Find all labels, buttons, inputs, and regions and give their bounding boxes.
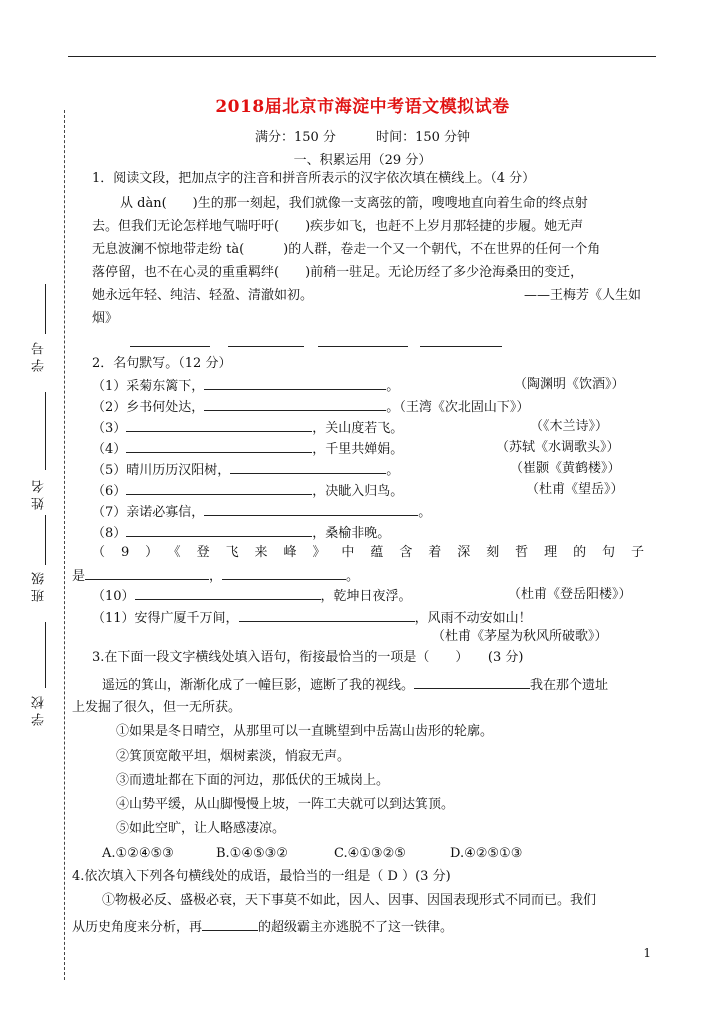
- q3-option-3: ③而遗址都在下面的河边，那低伏的王城岗上。: [116, 773, 390, 788]
- q1-answer-blank-4[interactable]: [420, 346, 502, 347]
- q4-line-2: 从历史角度来分析，再 的超级霸主亦逃脱不了这一铁律。: [72, 916, 453, 938]
- q1-citation-end: 烟》: [92, 311, 119, 326]
- q1-line-5: 她永远年轻、纯洁、轻盈、清澈如初。: [92, 288, 314, 303]
- q2-source-4: （苏轼《水调歌头》）: [496, 440, 620, 455]
- q1-line-2: 去。但我们无论怎样地气喘吁吁( )疾步如飞，也赶不上岁月那轻捷的步履。她无声: [92, 219, 584, 234]
- q2-blank[interactable]: [85, 565, 209, 580]
- class-field: [30, 568, 52, 602]
- q2-blank[interactable]: [204, 501, 418, 516]
- page-title: 2018届北京市海淀中考语文模拟试卷: [215, 97, 510, 117]
- q3-option-4: ④山势平缓，从山脚慢慢上坡，一阵工夫就可以到达箕顶。: [116, 797, 455, 812]
- class-blank[interactable]: [45, 515, 46, 565]
- q2-item-7: （7）亲诺必寡信， 。: [92, 501, 431, 523]
- q2-blank[interactable]: [126, 522, 312, 537]
- section-heading: 一、积累运用（29 分）: [293, 153, 432, 168]
- q3-passage-line-2: 上发掘了很久，但一无所获。: [72, 700, 242, 715]
- q2-source-6: （杜甫《望岳》）: [526, 482, 624, 497]
- q2-item-3: （3） ，关山度若飞。: [92, 417, 403, 439]
- q2-item-2: （2）乡书何处达， 。（王湾《次北固山下》）: [92, 396, 529, 418]
- q2-source-3: （《木兰诗》）: [530, 419, 609, 434]
- student-number-field: [30, 338, 52, 372]
- q3-choice-b[interactable]: B.①④⑤③②: [216, 846, 288, 861]
- q2-item-9: （9）《登飞来峰》中蕴含着深刻哲理的句子: [92, 545, 644, 560]
- q1-answer-blank-3[interactable]: [318, 346, 408, 347]
- q2-blank[interactable]: [126, 438, 312, 453]
- q2-source-5: （崔颢《黄鹤楼》）: [510, 461, 621, 476]
- student-number-label: 学号: [32, 338, 47, 372]
- q3-choice-c[interactable]: C.④①③②⑤: [334, 846, 406, 861]
- q1-line-4: 落停留，也不在心灵的重重羁绊( )前稍一驻足。无论历经了多少沧海桑田的变迁，: [92, 265, 584, 280]
- q2-item-1: （1）采菊东篱下， 。: [92, 375, 399, 397]
- q2-source-10: （杜甫《登岳阳楼》）: [508, 587, 632, 602]
- q3-passage-line-1: 遥远的箕山，渐渐化成了一幢巨影，遮断了我的视线。 我在那个遗址: [102, 674, 608, 696]
- q2-blank[interactable]: [204, 396, 386, 411]
- school-label: 学校: [32, 692, 47, 726]
- q2-item-9-answer: 是 ， 。: [72, 565, 359, 587]
- student-number-blank[interactable]: [45, 284, 46, 334]
- class-label: 班级: [32, 568, 47, 602]
- q2-source-1: （陶渊明《饮酒》）: [514, 377, 625, 392]
- q3-choice-a[interactable]: A.①②④⑤③: [102, 846, 174, 861]
- school-field: [30, 692, 52, 726]
- q2-item-8: （8） ，桑榆非晚。: [92, 522, 390, 544]
- q1-answer-blank-2[interactable]: [228, 346, 304, 347]
- time-limit: 时间：150 分钟: [376, 130, 471, 145]
- q2-blank[interactable]: [222, 565, 346, 580]
- header-rule: [68, 56, 656, 57]
- q2-item-6: （6） ，决眦入归鸟。: [92, 480, 403, 502]
- exam-meta: [0, 126, 725, 145]
- q1-prompt: 1．阅读文段，把加点字的注音和拼音所表示的汉字依次填在横线上。（4 分）: [92, 171, 536, 186]
- page-number: 1: [643, 946, 651, 960]
- q4-blank[interactable]: [202, 916, 258, 931]
- name-field: [30, 476, 52, 510]
- q2-blank[interactable]: [135, 585, 321, 600]
- full-score: 满分：150 分: [254, 130, 336, 145]
- q4-line-1: ①物极必反、盛极必衰，天下事莫不如此，因人、因事、因国表现形式不同而已。我们: [102, 893, 597, 908]
- q2-blank[interactable]: [126, 480, 312, 495]
- q3-choice-d[interactable]: D.④②⑤①③: [450, 846, 523, 861]
- q2-prompt: 2．名句默写。（12 分）: [92, 356, 232, 371]
- q3-prompt: 3.在下面一段文字横线处填入语句，衔接最恰当的一项是（ ） (3 分): [92, 650, 524, 665]
- q2-item-11: （11）安得广厦千万间， ，风雨不动安如山！: [92, 607, 532, 629]
- q1-line-1: 从 dàn( )生的那一刻起，我们就像一支离弦的箭，嗖嗖地直向着生命的终点射: [120, 196, 588, 211]
- q3-option-5: ⑤如此空旷，让人略感凄凉。: [116, 821, 286, 836]
- q1-answer-blank-1[interactable]: [130, 346, 210, 347]
- q2-blank[interactable]: [126, 417, 312, 432]
- name-blank[interactable]: [45, 392, 46, 470]
- school-blank[interactable]: [45, 622, 46, 688]
- name-label: 姓名: [32, 476, 47, 510]
- q3-option-1: ①如果是冬日晴空，从那里可以一直眺望到中岳嵩山齿形的轮廓。: [116, 724, 494, 739]
- q2-blank[interactable]: [239, 607, 415, 622]
- binding-dashed-line: [64, 110, 65, 980]
- q2-item-10: （10） ，乾坤日夜浮。: [92, 585, 412, 607]
- q2-blank[interactable]: [204, 375, 386, 390]
- q3-blank[interactable]: [414, 674, 530, 689]
- q2-item-5: （5）晴川历历汉阳树， 。: [92, 459, 399, 481]
- q4-prompt: 4.依次填入下列各句横线处的成语，最恰当的一组是（ D ）(3 分): [72, 869, 451, 884]
- q1-line-3: 无息波澜不惊地带走纷 tà( )的人群，卷走一个又一个朝代，不在世界的任何一个角: [92, 242, 601, 257]
- q2-item-4: （4） ，千里共婵娟。: [92, 438, 403, 460]
- q1-citation: ——王梅芳《人生如: [524, 288, 642, 303]
- q2-blank[interactable]: [230, 459, 386, 474]
- q3-option-2: ②箕顶宽敞平坦，烟树素淡，悄寂无声。: [116, 749, 351, 764]
- q2-source-11: （杜甫《茅屋为秋风所破歌》）: [432, 629, 608, 644]
